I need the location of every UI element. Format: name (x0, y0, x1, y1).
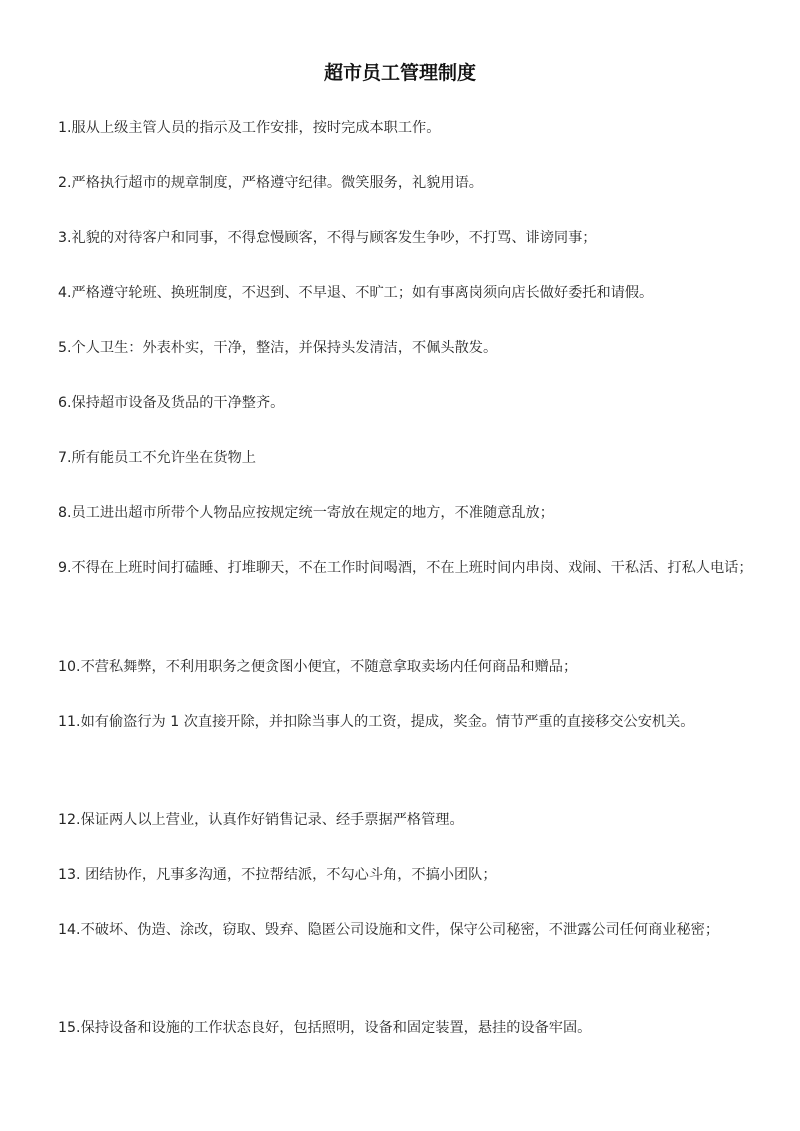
rule-item-9: 9.不得在上班时间打磕睡、打堆聊天，不在工作时间喝酒，不在上班时间内串岗、戏闹、干私活、打私人电话； (58, 560, 753, 576)
rule-item-8: 8.员工进出超市所带个人物品应按规定统一寄放在规定的地方，不准随意乱放； (58, 505, 554, 521)
document-title: 超市员工管理制度 (323, 62, 476, 84)
rule-item-11: 11.如有偷盗行为 1 次直接开除，并扣除当事人的工资，提成，奖金。情节严重的直接移交公安机关。 (58, 714, 695, 730)
rule-item-12: 12.保证两人以上营业，认真作好销售记录、经手票据严格管理。 (58, 812, 464, 828)
rule-item-14: 14.不破坏、伪造、涂改，窃取、毁弃、隐匿公司设施和文件，保守公司秘密，不泄露公司任何商业秘密； (58, 922, 720, 938)
rule-item-13: 13. 团结协作，凡事多沟通，不拉帮结派，不勾心斗角，不搞小团队； (58, 867, 497, 883)
rule-item-1: 1.服从上级主管人员的指示及工作安排，按时完成本职工作。 (58, 120, 441, 136)
rule-item-10: 10.不营私舞弊，不利用职务之便贪图小便宜，不随意拿取卖场内任何商品和赠品； (58, 659, 578, 675)
rule-item-7: 7.所有能员工不允许坐在货物上 (58, 450, 256, 466)
rule-item-4: 4.严格遵守轮班、换班制度，不迟到、不早退、不旷工；如有事离岗须向店长做好委托和请假。 (58, 285, 654, 301)
rule-item-2: 2.严格执行超市的规章制度，严格遵守纪律。微笑服务，礼貌用语。 (58, 175, 483, 191)
rule-item-6: 6.保持超市设备及货品的干净整齐。 (58, 395, 285, 411)
rule-item-3: 3.礼貌的对待客户和同事，不得怠慢顾客，不得与顾客发生争吵，不打骂、诽谤同事； (58, 230, 597, 246)
rule-item-15: 15.保持设备和设施的工作状态良好，包括照明，设备和固定装置，悬挂的设备牢固。 (58, 1020, 592, 1036)
rule-item-5: 5.个人卫生：外表朴实，干净，整洁，并保持头发清洁，不佩头散发。 (58, 340, 498, 356)
